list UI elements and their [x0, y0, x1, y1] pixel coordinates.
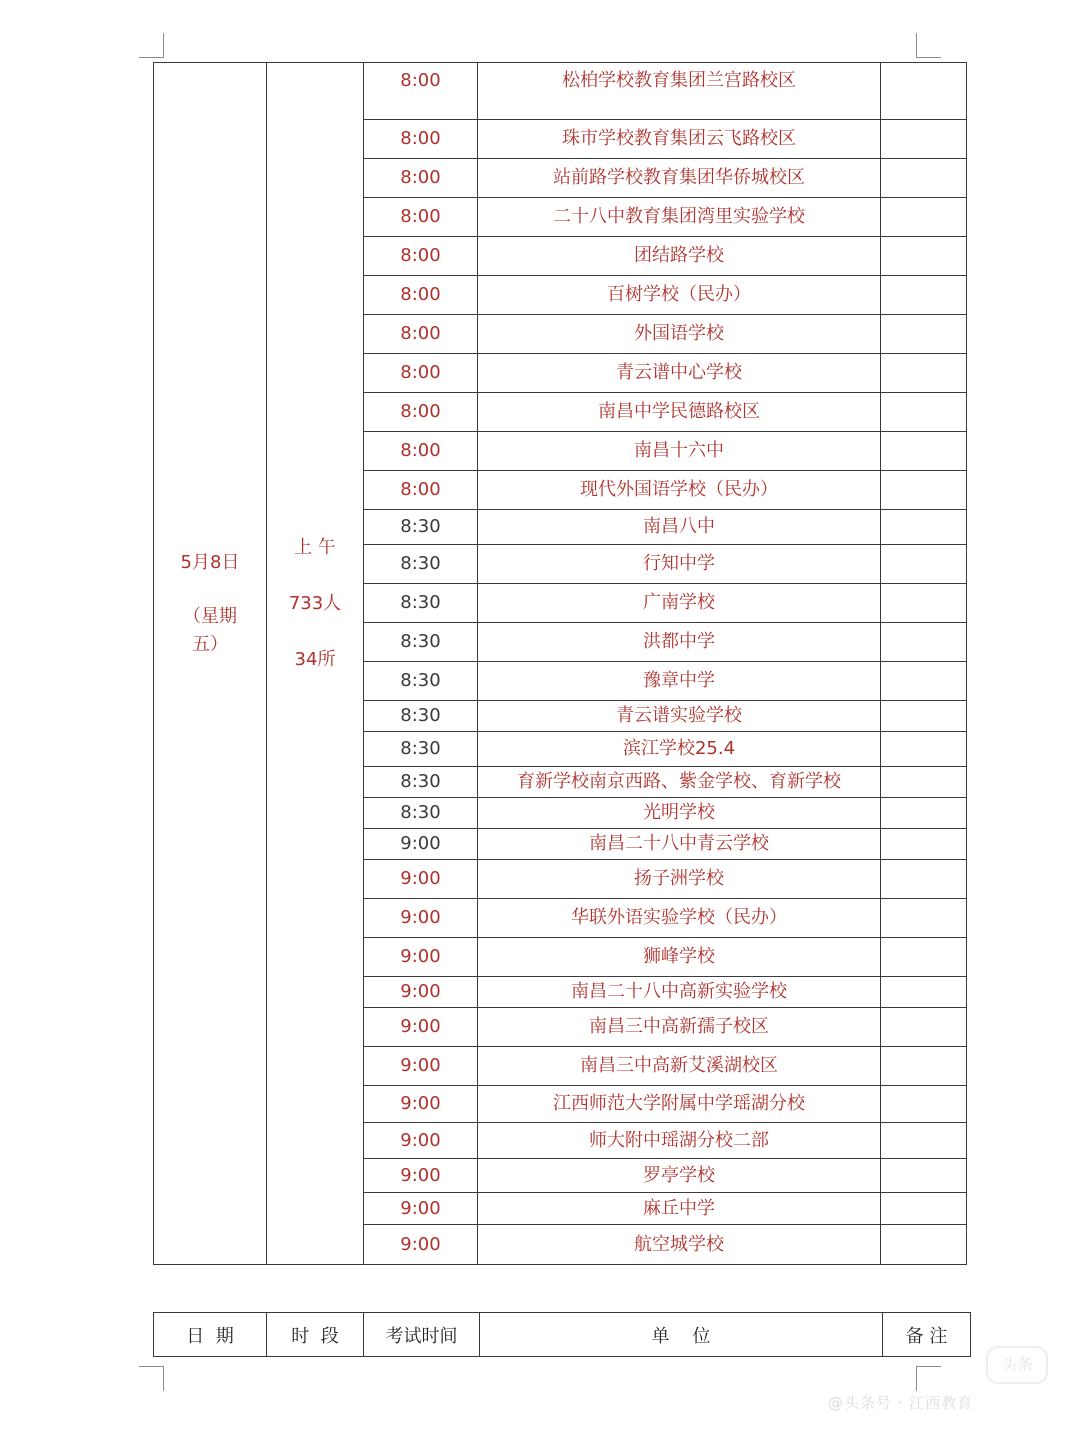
- column-header-row: [154, 1313, 971, 1357]
- note-cell: [881, 701, 967, 732]
- note-cell: [881, 198, 967, 237]
- note-cell: [881, 1193, 967, 1225]
- crop-mark-top-left: [139, 33, 164, 58]
- note-cell: [881, 63, 967, 120]
- note-cell: [881, 1225, 967, 1265]
- unit-cell: 麻丘中学: [478, 1193, 881, 1225]
- school-count: 34所: [294, 648, 336, 670]
- unit-cell: 光明学校: [478, 798, 881, 829]
- note-cell: [881, 1159, 967, 1193]
- note-cell: [881, 1086, 967, 1123]
- unit-cell: 行知中学: [478, 545, 881, 584]
- unit-cell: 青云谱中心学校: [478, 354, 881, 393]
- exam-time-cell: 8:00: [364, 120, 478, 159]
- exam-time-cell: 9:00: [364, 1008, 478, 1047]
- note-cell: [881, 977, 967, 1008]
- period-label: 上 午: [294, 536, 336, 558]
- note-cell: [881, 623, 967, 662]
- exam-time-cell: 9:00: [364, 977, 478, 1008]
- exam-time-cell: 8:00: [364, 471, 478, 510]
- exam-time-cell: 8:00: [364, 276, 478, 315]
- note-cell: [881, 860, 967, 899]
- unit-cell: 珠市学校教育集团云飞路校区: [478, 120, 881, 159]
- weekday-text-cont: 五）: [192, 633, 228, 655]
- header-period: 时 段: [267, 1313, 364, 1357]
- unit-cell: 百树学校（民办）: [478, 276, 881, 315]
- note-cell: [881, 471, 967, 510]
- exam-time-cell: 8:00: [364, 315, 478, 354]
- exam-time-cell: 8:30: [364, 545, 478, 584]
- note-cell: [881, 393, 967, 432]
- note-cell: [881, 159, 967, 198]
- header-exam-time: 考试时间: [364, 1313, 480, 1357]
- note-cell: [881, 1047, 967, 1086]
- unit-cell: 华联外语实验学校（民办）: [478, 899, 881, 938]
- note-cell: [881, 510, 967, 545]
- exam-time-cell: 9:00: [364, 829, 478, 860]
- unit-cell: 罗亭学校: [478, 1159, 881, 1193]
- table-row: [154, 63, 967, 120]
- crop-mark-top-right: [916, 33, 941, 58]
- unit-cell: 松柏学校教育集团兰宫路校区: [478, 63, 881, 120]
- exam-time-cell: 8:30: [364, 767, 478, 798]
- schedule-table: [153, 62, 967, 1265]
- exam-time-cell: 9:00: [364, 1159, 478, 1193]
- column-header-table: [153, 1312, 971, 1357]
- unit-cell: 广南学校: [478, 584, 881, 623]
- note-cell: [881, 1008, 967, 1047]
- exam-time-cell: 8:00: [364, 159, 478, 198]
- exam-time-cell: 9:00: [364, 938, 478, 977]
- crop-mark-bottom-left: [139, 1366, 164, 1391]
- note-cell: [881, 315, 967, 354]
- exam-time-cell: 9:00: [364, 1193, 478, 1225]
- note-cell: [881, 899, 967, 938]
- exam-time-cell: 8:30: [364, 662, 478, 701]
- note-cell: [881, 120, 967, 159]
- unit-cell: 扬子洲学校: [478, 860, 881, 899]
- exam-time-cell: 8:00: [364, 198, 478, 237]
- watermark-text: @头条号 · 江西教育: [828, 1394, 974, 1412]
- note-cell: [881, 584, 967, 623]
- exam-time-cell: 8:30: [364, 701, 478, 732]
- note-cell: [881, 276, 967, 315]
- header-unit: 单 位: [480, 1313, 883, 1357]
- exam-time-cell: 9:00: [364, 1123, 478, 1159]
- unit-cell: 外国语学校: [478, 315, 881, 354]
- unit-cell: 现代外国语学校（民办）: [478, 471, 881, 510]
- exam-time-cell: 8:30: [364, 584, 478, 623]
- note-cell: [881, 237, 967, 276]
- unit-cell: 滨江学校25.4: [478, 732, 881, 767]
- unit-cell: 洪都中学: [478, 623, 881, 662]
- unit-cell: 豫章中学: [478, 662, 881, 701]
- header-note: 备 注: [883, 1313, 971, 1357]
- unit-cell: 南昌八中: [478, 510, 881, 545]
- unit-cell: 南昌中学民德路校区: [478, 393, 881, 432]
- schedule-table-body: [154, 63, 967, 1265]
- note-cell: [881, 938, 967, 977]
- note-cell: [881, 662, 967, 701]
- exam-time-cell: 9:00: [364, 1086, 478, 1123]
- exam-time-cell: 9:00: [364, 1047, 478, 1086]
- unit-cell: 南昌三中高新艾溪湖校区: [478, 1047, 881, 1086]
- note-cell: [881, 767, 967, 798]
- note-cell: [881, 798, 967, 829]
- note-cell: [881, 354, 967, 393]
- exam-time-cell: 9:00: [364, 1225, 478, 1265]
- note-cell: [881, 732, 967, 767]
- header-date: 日 期: [154, 1313, 267, 1357]
- exam-time-cell: 8:30: [364, 623, 478, 662]
- date-text: 5月8日: [180, 551, 240, 573]
- exam-time-cell: 8:30: [364, 732, 478, 767]
- note-cell: [881, 829, 967, 860]
- unit-cell: 团结路学校: [478, 237, 881, 276]
- unit-cell: 二十八中教育集团湾里实验学校: [478, 198, 881, 237]
- unit-cell: 江西师范大学附属中学瑶湖分校: [478, 1086, 881, 1123]
- unit-cell: 育新学校南京西路、紫金学校、育新学校: [478, 767, 881, 798]
- note-cell: [881, 545, 967, 584]
- unit-cell: 航空城学校: [478, 1225, 881, 1265]
- watermark-logo: 头条: [986, 1346, 1048, 1384]
- note-cell: [881, 432, 967, 471]
- exam-time-cell: 9:00: [364, 899, 478, 938]
- unit-cell: 南昌二十八中青云学校: [478, 829, 881, 860]
- exam-time-cell: 8:00: [364, 63, 478, 120]
- exam-time-cell: 8:00: [364, 432, 478, 471]
- crop-mark-bottom-right: [916, 1366, 941, 1391]
- people-count: 733人: [288, 592, 342, 614]
- exam-time-cell: 8:30: [364, 798, 478, 829]
- exam-time-cell: 8:30: [364, 510, 478, 545]
- unit-cell: 青云谱实验学校: [478, 701, 881, 732]
- exam-time-cell: 8:00: [364, 354, 478, 393]
- exam-time-cell: 8:00: [364, 237, 478, 276]
- unit-cell: 南昌二十八中高新实验学校: [478, 977, 881, 1008]
- period-cell: [267, 63, 364, 1265]
- exam-time-cell: 8:00: [364, 393, 478, 432]
- unit-cell: 狮峰学校: [478, 938, 881, 977]
- unit-cell: 南昌十六中: [478, 432, 881, 471]
- date-cell: [154, 63, 267, 1265]
- unit-cell: 站前路学校教育集团华侨城校区: [478, 159, 881, 198]
- unit-cell: 师大附中瑶湖分校二部: [478, 1123, 881, 1159]
- unit-cell: 南昌三中高新孺子校区: [478, 1008, 881, 1047]
- exam-time-cell: 9:00: [364, 860, 478, 899]
- weekday-text: （星期: [183, 605, 237, 627]
- note-cell: [881, 1123, 967, 1159]
